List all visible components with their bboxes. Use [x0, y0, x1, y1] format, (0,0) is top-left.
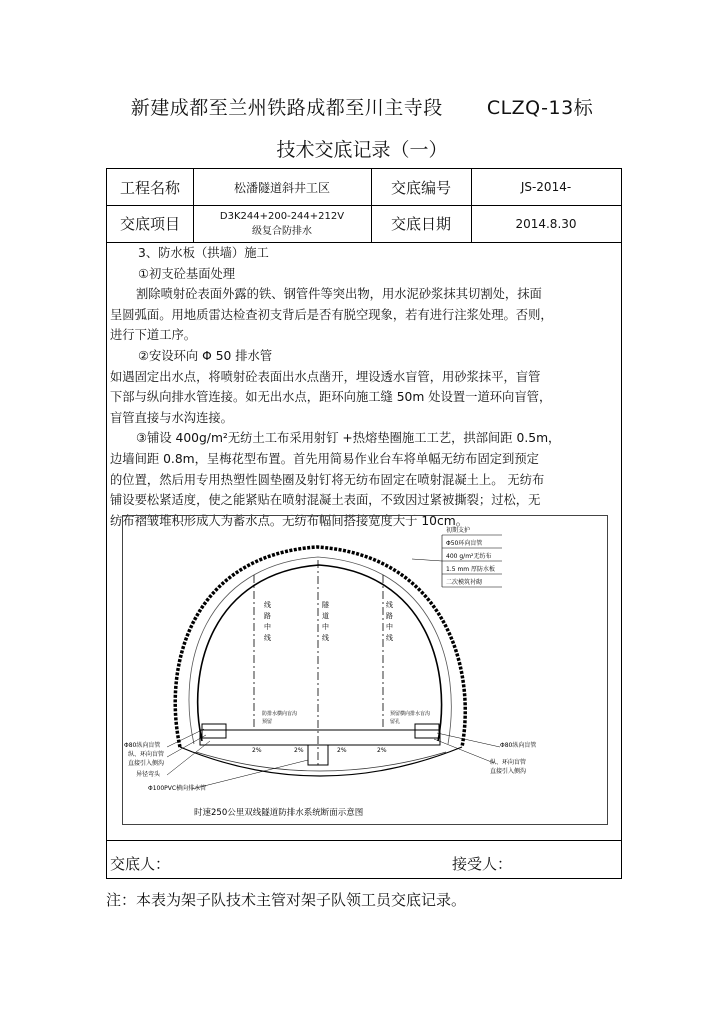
- content-line: 下部与纵向排水管连接。如无出水点，距环向施工缝 50m 处设置一道环向盲管，: [110, 390, 552, 405]
- invert-inner: [196, 752, 446, 771]
- centerline-label-left: 线路中线: [264, 601, 271, 642]
- content-line: 的位置，然后用专用热塑性圆垫圈及射钉将无纺布固定在喷射混凝土上。 无纺布: [110, 472, 545, 487]
- project-name-value: 松潘隧道斜井工区: [233, 180, 330, 195]
- slope-label: 2%: [252, 747, 262, 754]
- inner-label-left: 防排水横向盲沟: [262, 711, 298, 717]
- content-line: ①初支砼基面处理: [138, 266, 236, 281]
- content-line: 铺设要松紧适度，使之能紧贴在喷射混凝土表面，不致因过紧被撕裂；过松，无: [110, 493, 541, 508]
- content-line: ②安设环向 Φ 50 排水管: [138, 348, 273, 363]
- date-label: 交底日期: [390, 215, 451, 233]
- item-value: D3K244+200-244+212V 级复合防排水: [219, 210, 345, 237]
- item-label: 交底项目: [119, 215, 180, 233]
- right-callouts: [434, 733, 536, 775]
- content-line: 3、防水板（拱墙）施工: [138, 246, 269, 260]
- svg-text:Φ80纵向盲管: Φ80纵向盲管: [124, 742, 161, 749]
- inner-label-right: 留孔: [390, 719, 401, 725]
- disclosure-table: [106, 168, 622, 879]
- svg-text:异径弯头: 异径弯头: [136, 771, 161, 778]
- content-line: 如遇固定出水点，将喷射砼表面出水点凿开，埋设透水盲管，用砂浆抹平，盲管: [110, 369, 541, 384]
- inner-label-right: 预留横向排水盲沟: [390, 711, 431, 717]
- tunnel-drainage-diagram: [122, 515, 608, 825]
- content-line: 进行下道工序。: [110, 328, 197, 343]
- receiver-label: 接受人：: [452, 855, 513, 873]
- initial-support-outline: [175, 547, 465, 747]
- disclosure-no-value: JS-2014-: [520, 180, 572, 194]
- content-line: 边墙间距 0.8m，呈梅花型布置。首先用简易作业台车将单幅无纺布固定到预定: [110, 451, 539, 466]
- diagram-legend: [412, 526, 502, 587]
- disclosure-content: [110, 243, 618, 531]
- legend-item: 初期支护: [446, 527, 471, 534]
- disclosure-no-label: 交底编号: [390, 178, 451, 197]
- discloser-label: 交底人：: [110, 855, 171, 873]
- slope-label: 2%: [294, 747, 304, 754]
- svg-text:纵、环向盲管: 纵、环向盲管: [128, 751, 165, 758]
- slope-label: 2%: [377, 747, 387, 754]
- footnote: 注：本表为架子队技术主管对架子队领工员交底记录。: [106, 891, 467, 909]
- legend-item: Φ50环向盲管: [446, 540, 483, 547]
- diagram-frame: [123, 516, 608, 825]
- centerline-label-right: 线路中线: [386, 601, 393, 642]
- track-slab: [200, 730, 440, 745]
- content-line: 呈圆弧面。用地质雷达检查初支背后是否有脱空现象，若有进行注浆处理。否则，: [110, 307, 553, 322]
- page-title: [0, 93, 724, 120]
- svg-text:直接引入侧沟: 直接引入侧沟: [490, 768, 527, 775]
- content-line: 纺布褶皱堆积形成人为蓄水点。无纺布幅间搭接宽度大于 10cm。: [110, 513, 469, 528]
- row-divider: [107, 840, 621, 841]
- invert-outer: [180, 747, 462, 776]
- legend-item: 1.5 mm 厚防水板: [446, 566, 496, 573]
- content-line: 盲管直接与水沟连接。: [110, 410, 233, 425]
- legend-item: 400 g/m²无纺布: [446, 553, 492, 560]
- svg-text:纵、环向盲管: 纵、环向盲管: [490, 759, 527, 766]
- section-code: CLZQ-13标: [486, 97, 594, 119]
- content-line: ③铺设 400g/m²无纺土工布采用射钉 +热熔垫圈施工工艺，拱部间距 0.5m，: [136, 431, 561, 446]
- slope-label: 2%: [337, 747, 347, 754]
- diagram-caption: 时速250公里双线隧道防排水系统断面示意图: [194, 808, 364, 818]
- project-name-label: 工程名称: [119, 178, 180, 197]
- svg-text:直接引入侧沟: 直接引入侧沟: [128, 760, 165, 767]
- side-ditch-right: [415, 724, 439, 738]
- content-line: 割除喷射砼表面外露的铁、钢管件等突出物，用水泥砂浆抹其切割处，抹面: [136, 287, 542, 302]
- centerline-label-center: 隧道中线: [322, 601, 329, 642]
- legend-item: 二次模筑衬砌: [446, 579, 483, 586]
- date-value: 2014.8.30: [515, 216, 577, 231]
- svg-text:Φ80纵向盲管: Φ80纵向盲管: [500, 742, 537, 749]
- inner-label-left: 预留: [262, 719, 273, 725]
- side-ditch-left: [202, 724, 226, 738]
- title-line1: 新建成都至兰州铁路成都至川主寺段: [130, 97, 443, 119]
- svg-text:Φ100PVC横向排水管: Φ100PVC横向排水管: [148, 785, 207, 792]
- record-title: 技术交底记录（一）: [276, 139, 448, 161]
